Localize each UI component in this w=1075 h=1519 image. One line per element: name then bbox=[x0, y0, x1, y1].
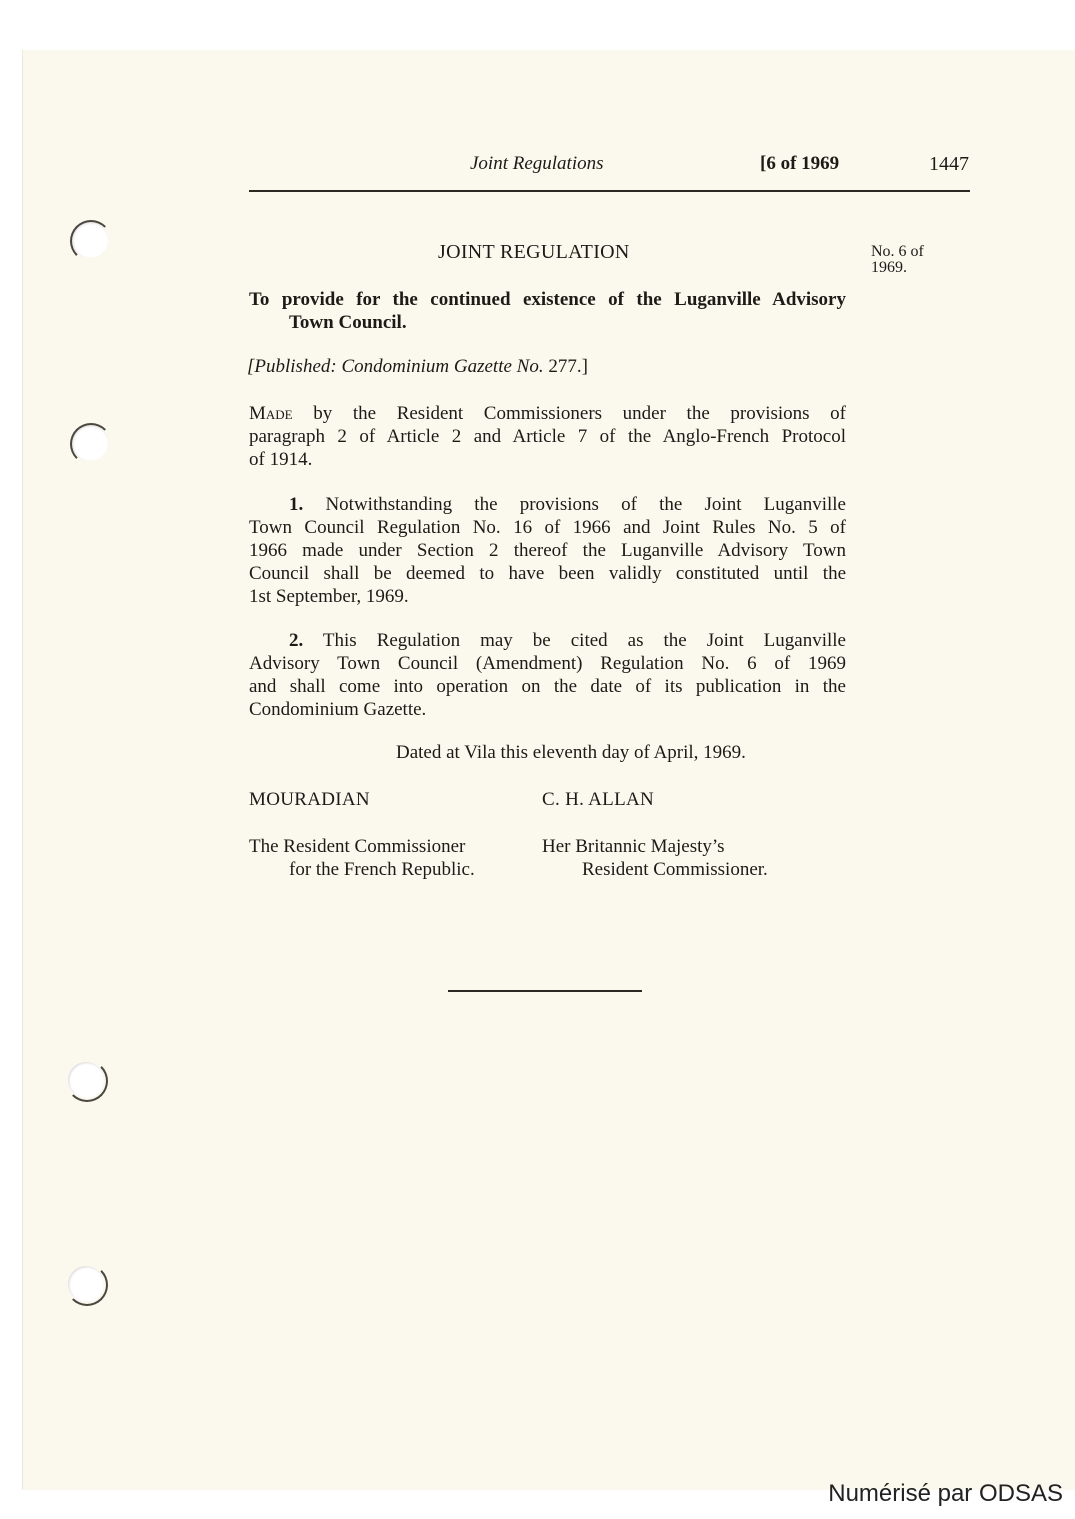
section-number: 1. bbox=[289, 494, 304, 515]
running-title: Joint Regulations bbox=[470, 153, 604, 174]
digitization-watermark: Numérisé par ODSAS bbox=[828, 1480, 1063, 1507]
signatory-title: for the French Republic. bbox=[289, 859, 475, 880]
long-title bbox=[249, 288, 846, 334]
header-rule bbox=[249, 190, 970, 192]
dated-line: Dated at Vila this eleventh day of April, 1969. bbox=[396, 742, 746, 763]
section-line-text: Notwithstanding the provisions of the Joint Luganville bbox=[303, 494, 846, 515]
binder-hole-3 bbox=[68, 1062, 104, 1098]
section-line: Condominium Gazette. bbox=[249, 699, 427, 720]
publication-prefix: [Published: Condominium Gazette No. bbox=[247, 356, 544, 377]
signatory-name: MOURADIAN bbox=[249, 789, 370, 810]
section-line bbox=[249, 629, 846, 652]
binder-hole-1 bbox=[72, 222, 108, 258]
regulation-reference: [6 of 1969 bbox=[760, 153, 840, 174]
publication-note bbox=[247, 356, 588, 378]
end-rule bbox=[448, 990, 642, 992]
margin-note-line: No. 6 of bbox=[871, 243, 924, 260]
section-1 bbox=[249, 493, 846, 608]
signatory-title: The Resident Commissioner bbox=[249, 836, 466, 857]
enacting-line: of 1914. bbox=[249, 449, 313, 470]
margin-note bbox=[871, 244, 924, 276]
page-number: 1447 bbox=[929, 153, 969, 175]
section-line-text: This Regulation may be cited as the Joint Luganville bbox=[303, 630, 846, 651]
section-line bbox=[249, 493, 846, 516]
signatory-title: Her Britannic Majesty’s bbox=[542, 836, 725, 857]
signatory-title: Resident Commissioner. bbox=[582, 859, 768, 880]
signatory-british bbox=[542, 788, 768, 881]
section-line: Town Council Regulation No. 16 of 1966 and Joint Rules No. 5 of bbox=[249, 517, 846, 538]
signatory-name: C. H. ALLAN bbox=[542, 789, 655, 810]
section-2 bbox=[249, 629, 846, 721]
section-line: 1966 made under Section 2 thereof the Luganville Advisory Town bbox=[249, 540, 846, 561]
long-title-line: To provide for the continued existence of the Luganville Advisory bbox=[249, 289, 846, 310]
binder-hole-2 bbox=[72, 425, 108, 461]
long-title-line: Town Council. bbox=[289, 312, 407, 333]
gazette-number: 277.] bbox=[543, 356, 588, 377]
enacting-line: paragraph 2 of Article 2 and Article 7 of the Anglo-French Protocol bbox=[249, 426, 846, 447]
enacting-line-text: by the Resident Commissioners under the provisions of bbox=[292, 403, 846, 424]
section-line: and shall come into operation on the date of its publication in the bbox=[249, 676, 846, 697]
section-line: Advisory Town Council (Amendment) Regulation No. 6 of 1969 bbox=[249, 653, 846, 674]
section-number: 2. bbox=[289, 630, 304, 651]
signatory-french bbox=[249, 788, 475, 881]
enacting-formula bbox=[249, 402, 846, 471]
section-line: 1st September, 1969. bbox=[249, 586, 409, 607]
enacting-line bbox=[249, 402, 846, 425]
binder-hole-4 bbox=[68, 1266, 104, 1302]
enacting-first-word: Made bbox=[249, 403, 293, 424]
document-title: JOINT REGULATION bbox=[438, 241, 630, 263]
section-line: Council shall be deemed to have been validly constituted until the bbox=[249, 563, 846, 584]
margin-note-line: 1969. bbox=[871, 259, 907, 276]
